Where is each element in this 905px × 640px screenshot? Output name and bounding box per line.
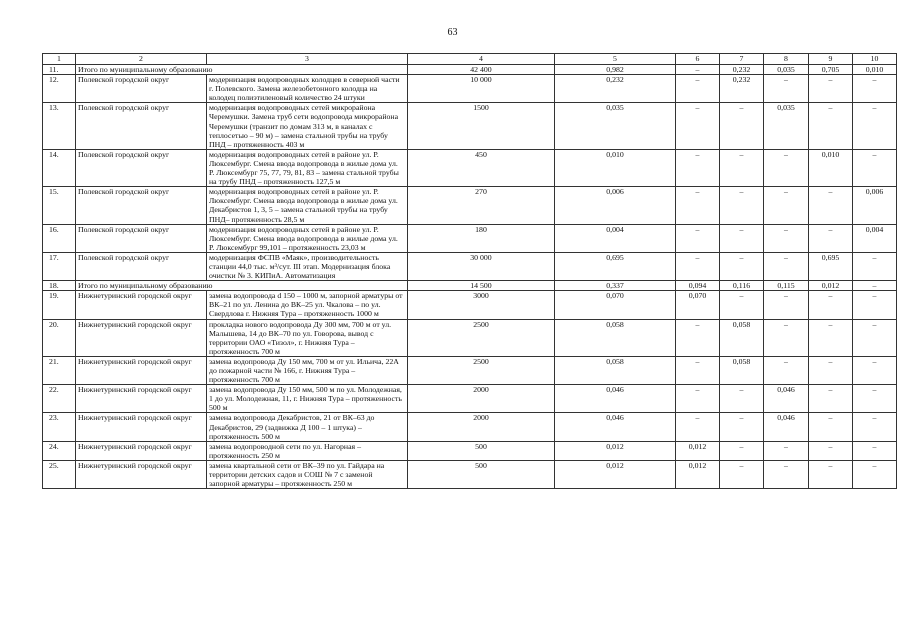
year-value-cell: – [676,413,720,441]
column-header: 5 [555,54,676,65]
year-value-cell: – [853,319,897,356]
year-value-cell: 0,094 [676,281,720,291]
description-cell: замена водопровода d 150 – 1000 м, запорной арматуры от ВК–21 по ул. Ленина до ВК–25 ул. Чкалова – по ул. Свердлова г. Нижняя Тура – протяженность 1000 м [207,291,408,319]
value-cell: 0,695 [555,252,676,280]
year-value-cell: – [853,385,897,413]
table-row [43,252,897,280]
cost-cell: 3000 [408,291,555,319]
cost-cell: 2500 [408,319,555,356]
year-value-cell: – [809,356,853,384]
row-number: 18. [43,281,76,291]
table-row [43,356,897,384]
description-cell: замена водопровода Ду 150 мм, 500 м по ул. Молодежная, 1 до ул. Молодежная, 11, г. Нижняя Тура – протяженность 500 м [207,385,408,413]
cost-cell: 30 000 [408,252,555,280]
year-value-cell: 0,232 [720,75,764,103]
district-cell: Полевской городской округ [76,103,207,149]
district-cell: Нижнетуринский городской округ [76,319,207,356]
table-row [43,319,897,356]
year-value-cell: 0,012 [676,460,720,488]
year-value-cell: 0,012 [676,441,720,460]
year-value-cell: – [764,356,809,384]
value-cell: 0,004 [555,224,676,252]
table-row [43,149,897,186]
row-number: 25. [43,460,76,488]
column-header: 10 [853,54,897,65]
year-value-cell: – [853,460,897,488]
cost-cell: 270 [408,187,555,224]
year-value-cell: – [809,103,853,149]
description-cell: модернизация водопроводных колодцев в северной части г. Полевского. Замена железобетонного колодца на колодец полиэтиленовый количество 24 штуки [207,75,408,103]
year-value-cell: – [720,252,764,280]
year-value-cell: – [676,187,720,224]
year-value-cell: – [809,319,853,356]
row-number: 14. [43,149,76,186]
cost-cell: 180 [408,224,555,252]
row-number: 20. [43,319,76,356]
description-cell: модернизация ФСПВ «Маяк», производительность станции 44,0 тыс. м³/сут. III этап. Модернизация блока очистки № 3. КИПиА. Автоматизация [207,252,408,280]
column-header: 2 [76,54,207,65]
year-value-cell: – [809,224,853,252]
year-value-cell: – [676,356,720,384]
year-value-cell: – [853,441,897,460]
year-value-cell: – [809,291,853,319]
year-value-cell: – [676,75,720,103]
total-row [43,281,897,291]
year-value-cell: – [764,252,809,280]
row-number: 19. [43,291,76,319]
year-value-cell: 0,046 [764,413,809,441]
year-value-cell: – [720,460,764,488]
table-row [43,75,897,103]
year-value-cell: – [676,252,720,280]
year-value-cell: – [720,441,764,460]
column-header: 9 [809,54,853,65]
description-cell: замена квартальной сети от ВК–39 по ул. Гайдара на территории детских садов и СОШ № 7 с заменой запорной арматуры – протяженность 250 м [207,460,408,488]
column-header: 7 [720,54,764,65]
value-cell: 0,058 [555,356,676,384]
year-value-cell: – [676,149,720,186]
year-value-cell: – [764,291,809,319]
year-value-cell: – [809,75,853,103]
row-number: 24. [43,441,76,460]
description-cell: прокладка нового водопровода Ду 300 мм, 700 м от ул. Малышева, 14 до ВК–70 по ул. Говорова, вывод с территории ОАО «Тизол», г. Нижняя Тура – протяженность 700 м [207,319,408,356]
value-cell: 0,337 [555,281,676,291]
year-value-cell: – [676,103,720,149]
cost-cell: 2000 [408,385,555,413]
value-cell: 0,070 [555,291,676,319]
year-value-cell: – [720,413,764,441]
year-value-cell: – [809,460,853,488]
district-cell: Полевской городской округ [76,187,207,224]
cost-cell: 14 500 [408,281,555,291]
year-value-cell: – [853,413,897,441]
value-cell: 0,058 [555,319,676,356]
district-cell: Нижнетуринский городской округ [76,460,207,488]
year-value-cell: – [764,441,809,460]
year-value-cell: – [853,291,897,319]
year-value-cell: – [764,187,809,224]
year-value-cell: 0,046 [764,385,809,413]
description-cell: замена водопроводной сети по ул. Нагорная – протяженность 250 м [207,441,408,460]
year-value-cell: 0,012 [809,281,853,291]
year-value-cell: – [720,103,764,149]
description-cell: модернизация водопроводных сетей в районе ул. Р. Люксембург. Смена ввода водопровода в жилые дома ул. Р. Люксембург 75, 77, 79, 81, 83 – замена стальной трубы на трубу ПНД – протяженность 127,5 м [207,149,408,186]
value-cell: 0,046 [555,413,676,441]
row-number: 17. [43,252,76,280]
total-row [43,65,897,75]
district-cell: Нижнетуринский городской округ [76,441,207,460]
year-value-cell: – [853,252,897,280]
year-value-cell: – [676,319,720,356]
cost-cell: 42 400 [408,65,555,75]
value-cell: 0,035 [555,103,676,149]
year-value-cell: – [676,224,720,252]
year-value-cell: – [764,149,809,186]
column-header: 4 [408,54,555,65]
table-row [43,291,897,319]
row-number: 23. [43,413,76,441]
year-value-cell: – [809,441,853,460]
district-cell: Полевской городской округ [76,149,207,186]
cost-cell: 500 [408,460,555,488]
year-value-cell: – [764,224,809,252]
year-value-cell: – [764,75,809,103]
year-value-cell: – [809,413,853,441]
description-cell: замена водопровода Ду 150 мм, 700 м от ул. Ильича, 22А до пожарной части № 166, г. Нижняя Тура – протяженность 700 м [207,356,408,384]
year-value-cell: – [853,149,897,186]
value-cell: 0,006 [555,187,676,224]
cost-cell: 2000 [408,413,555,441]
cost-cell: 2500 [408,356,555,384]
district-cell: Нижнетуринский городской округ [76,385,207,413]
year-value-cell: 0,010 [853,65,897,75]
description-cell: замена водопровода Декабристов, 21 от ВК–63 до Декабристов, 29 (задвижка Д 100 – 1 штука) – протяженность 500 м [207,413,408,441]
year-value-cell: 0,058 [720,356,764,384]
year-value-cell: – [720,385,764,413]
district-cell: Полевской городской округ [76,224,207,252]
cost-cell: 450 [408,149,555,186]
row-number: 21. [43,356,76,384]
year-value-cell: – [853,281,897,291]
year-value-cell: 0,035 [764,103,809,149]
year-value-cell: 0,695 [809,252,853,280]
year-value-cell: 0,116 [720,281,764,291]
year-value-cell: 0,705 [809,65,853,75]
year-value-cell: – [764,460,809,488]
program-table [42,53,897,489]
table-row [43,385,897,413]
value-cell: 0,232 [555,75,676,103]
year-value-cell: – [764,319,809,356]
table-row [43,460,897,488]
year-value-cell: – [809,385,853,413]
year-value-cell: – [676,385,720,413]
district-cell: Полевской городской округ [76,75,207,103]
column-header: 8 [764,54,809,65]
year-value-cell: 0,058 [720,319,764,356]
column-header: 6 [676,54,720,65]
description-cell: модернизация водопроводных сетей в районе ул. Р. Люксембург. Смена ввода водопровода в жилые дома ул. Р. Люксембург 99,101 – протяженность 23,03 м [207,224,408,252]
row-number: 13. [43,103,76,149]
value-cell: 0,010 [555,149,676,186]
year-value-cell: 0,010 [809,149,853,186]
page-number: 63 [447,27,458,38]
year-value-cell: 0,035 [764,65,809,75]
year-value-cell: – [809,187,853,224]
cost-cell: 10 000 [408,75,555,103]
district-cell: Нижнетуринский городской округ [76,356,207,384]
row-number: 12. [43,75,76,103]
year-value-cell: – [720,149,764,186]
row-number: 16. [43,224,76,252]
cost-cell: 500 [408,441,555,460]
year-value-cell: – [720,187,764,224]
year-value-cell: 0,115 [764,281,809,291]
district-cell: Нижнетуринский городской округ [76,291,207,319]
year-value-cell: – [853,356,897,384]
total-label: Итого по муниципальному образованию [76,281,408,291]
year-value-cell: 0,070 [676,291,720,319]
value-cell: 0,012 [555,460,676,488]
value-cell: 0,046 [555,385,676,413]
year-value-cell: – [676,65,720,75]
column-number-row [43,54,897,65]
value-cell: 0,012 [555,441,676,460]
year-value-cell: 0,232 [720,65,764,75]
table-row [43,224,897,252]
table-row [43,103,897,149]
table-row [43,187,897,224]
year-value-cell: – [720,224,764,252]
cost-cell: 1500 [408,103,555,149]
year-value-cell: – [853,103,897,149]
column-header: 3 [207,54,408,65]
year-value-cell: – [720,291,764,319]
table-row [43,441,897,460]
district-cell: Полевской городской округ [76,252,207,280]
row-number: 15. [43,187,76,224]
table-row [43,413,897,441]
total-label: Итого по муниципальному образованию [76,65,408,75]
year-value-cell: 0,004 [853,224,897,252]
row-number: 11. [43,65,76,75]
column-header: 1 [43,54,76,65]
district-cell: Нижнетуринский городской округ [76,413,207,441]
year-value-cell: 0,006 [853,187,897,224]
year-value-cell: – [853,75,897,103]
value-cell: 0,982 [555,65,676,75]
description-cell: модернизация водопроводных сетей микрорайона Черемушки. Замена труб сети водопровода микрорайона Черемушки (транзит по домам 313 м, в каналах с теплосетью – 90 м) – замена стальной трубы на трубу ПНД – протяженность 403 м [207,103,408,149]
row-number: 22. [43,385,76,413]
description-cell: модернизация водопроводных сетей в районе ул. Р. Люксембург. Смена ввода водопровода в жилые дома ул. Декабристов 1, 3, 5 – замена стальной трубы на трубу ПНД– протяженность 28,5 м [207,187,408,224]
